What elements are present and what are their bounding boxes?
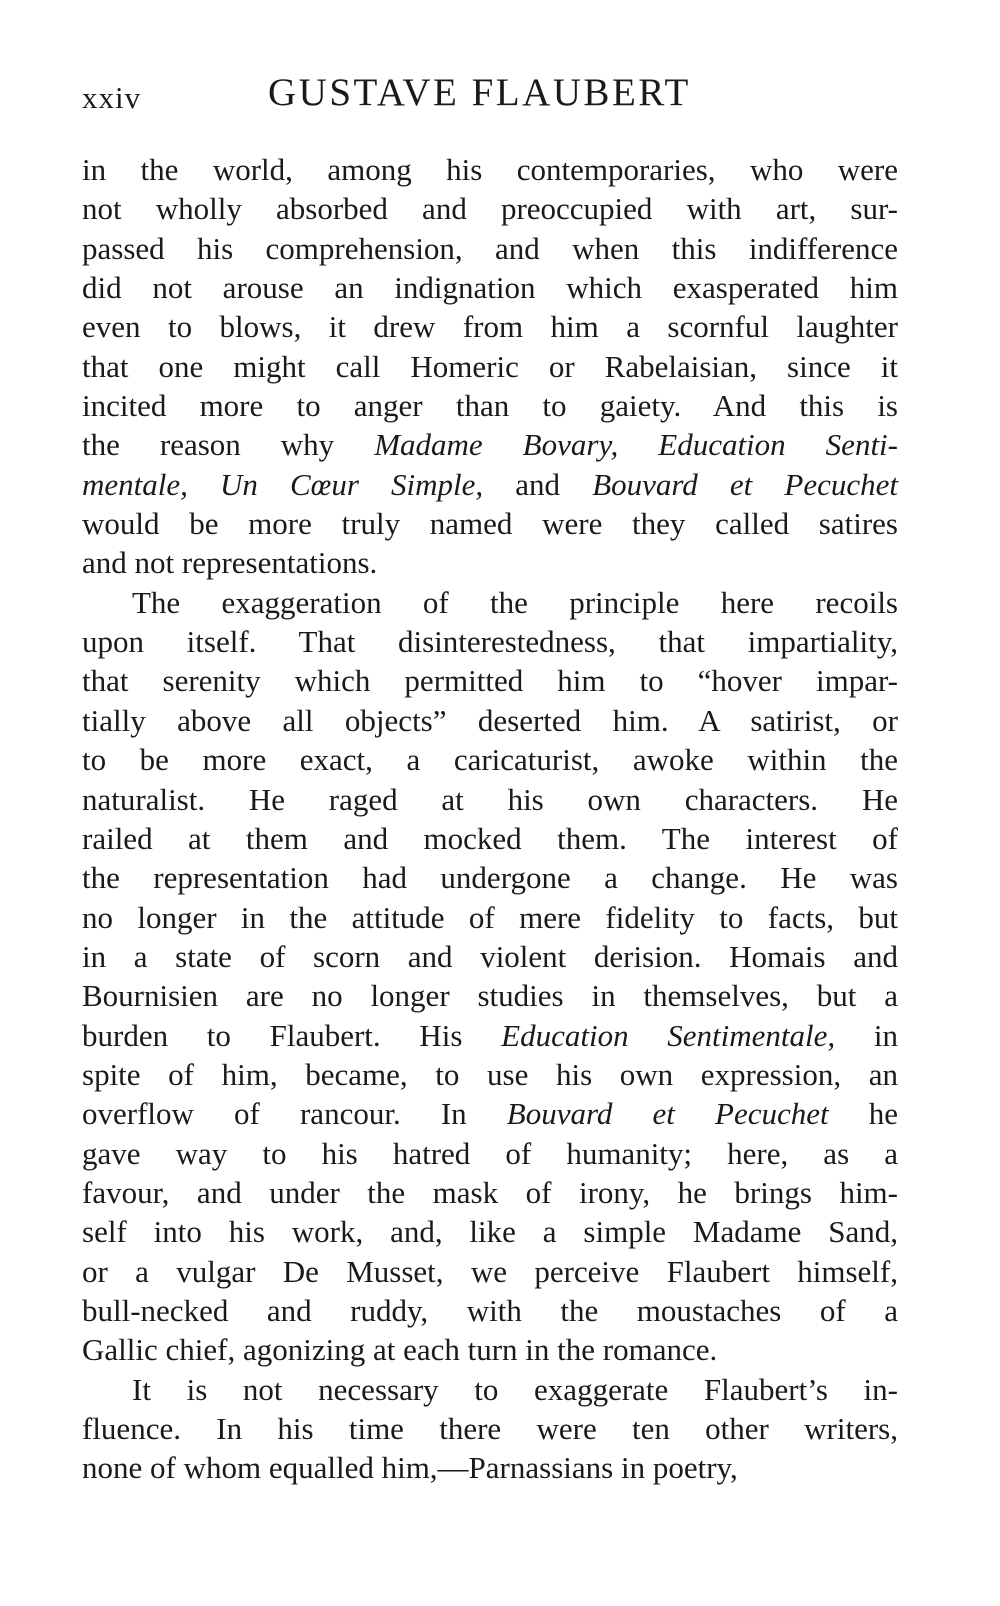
text-line xyxy=(82,976,898,1015)
text-line xyxy=(82,465,898,504)
italic-title-text: Bouvard et Pecuchet xyxy=(592,466,898,502)
text-line xyxy=(82,1409,898,1448)
italic-title-text: mentale, Un Cœur Simple, xyxy=(82,466,484,502)
text-line xyxy=(82,1370,898,1409)
text-line xyxy=(82,150,898,189)
text-line xyxy=(82,504,898,543)
text-line xyxy=(82,780,898,819)
text-run: he xyxy=(828,1096,898,1132)
text-line xyxy=(82,1448,898,1487)
text-line xyxy=(82,1291,898,1330)
text-run: none of whom equalled him,—Parnassians in poetry, xyxy=(82,1450,738,1486)
text-line xyxy=(82,701,898,740)
running-header xyxy=(82,70,922,120)
text-run: bull-necked and ruddy, with the moustaches of a xyxy=(82,1292,898,1328)
text-run: The exaggeration of the principle here recoils xyxy=(132,584,898,620)
text-run: self into his work, and, like a simple Madame Sand, xyxy=(82,1214,898,1250)
running-title: GUSTAVE FLAUBERT xyxy=(268,71,691,114)
italic-title-text: Madame Bovary, Education Senti- xyxy=(374,427,898,463)
italic-title-text: Education Sentimentale, xyxy=(501,1017,836,1053)
text-run: spite of him, became, to use his own expression, an xyxy=(82,1056,898,1092)
text-run: It is not necessary to exaggerate Flaubert’s in- xyxy=(132,1371,898,1407)
text-run: that one might call Homeric or Rabelaisian, since it xyxy=(82,348,898,384)
text-line xyxy=(82,386,898,425)
text-run: burden to Flaubert. His xyxy=(82,1017,502,1053)
text-line xyxy=(82,819,898,858)
text-run: incited more to anger than to gaiety. And this is xyxy=(82,388,898,424)
text-line xyxy=(82,425,898,464)
text-run: gave way to his hatred of humanity; here, as a xyxy=(82,1135,898,1171)
text-run: the reason why xyxy=(82,427,375,463)
text-run: upon itself. That disinterestedness, that impartiality, xyxy=(82,624,898,660)
text-line xyxy=(82,740,898,779)
text-line xyxy=(82,347,898,386)
text-run: in a state of scorn and violent derision. Homais and xyxy=(82,938,898,974)
text-run: tially above all objects” deserted him. A satirist, or xyxy=(82,702,898,738)
text-line xyxy=(82,1173,898,1212)
italic-title-text: Bouvard et Pecuchet xyxy=(506,1096,829,1132)
text-run: and xyxy=(483,466,593,502)
body-text xyxy=(82,150,898,1488)
text-line xyxy=(82,543,898,582)
page-number: xxiv xyxy=(82,80,142,115)
text-run: not wholly absorbed and preoccupied with art, sur- xyxy=(82,191,898,227)
text-line xyxy=(82,661,898,700)
text-line xyxy=(82,1016,898,1055)
text-run: and not representations. xyxy=(82,545,378,581)
text-line xyxy=(82,1134,898,1173)
text-run: Bournisien are no longer studies in themselves, but a xyxy=(82,978,898,1014)
text-run: naturalist. He raged at his own characters. He xyxy=(82,781,898,817)
text-line xyxy=(82,189,898,228)
text-line xyxy=(82,268,898,307)
text-line xyxy=(82,1055,898,1094)
text-line xyxy=(82,1212,898,1251)
text-line xyxy=(82,1094,898,1133)
text-run: Gallic chief, agonizing at each turn in the romance. xyxy=(82,1332,718,1368)
text-run: even to blows, it drew from him a scornful laughter xyxy=(82,309,898,345)
text-run: in xyxy=(835,1017,898,1053)
text-line xyxy=(82,583,898,622)
text-line xyxy=(82,229,898,268)
text-run: overflow of rancour. In xyxy=(82,1096,507,1132)
paragraph xyxy=(82,583,898,1370)
text-run: that serenity which permitted him to “hover impar- xyxy=(82,663,898,699)
text-run: would be more truly named were they called satires xyxy=(82,506,898,542)
text-run: no longer in the attitude of mere fidelity to facts, but xyxy=(82,899,898,935)
text-line xyxy=(82,1330,898,1369)
text-line xyxy=(82,858,898,897)
text-run: did not arouse an indignation which exasperated him xyxy=(82,270,898,306)
text-run: to be more exact, a caricaturist, awoke within the xyxy=(82,742,898,778)
text-line xyxy=(82,898,898,937)
text-run: railed at them and mocked them. The interest of xyxy=(82,820,898,856)
text-run: passed his comprehension, and when this indifference xyxy=(82,230,898,266)
text-line xyxy=(82,937,898,976)
text-run: favour, and under the mask of irony, he brings him- xyxy=(82,1174,898,1210)
paragraph xyxy=(82,1370,898,1488)
paragraph xyxy=(82,150,898,583)
text-line xyxy=(82,622,898,661)
text-run: the representation had undergone a change. He was xyxy=(82,860,898,896)
text-line xyxy=(82,307,898,346)
text-line xyxy=(82,1252,898,1291)
text-run: fluence. In his time there were ten other writers, xyxy=(82,1411,898,1446)
text-run: or a vulgar De Musset, we perceive Flaubert himself, xyxy=(82,1253,898,1289)
text-run: in the world, among his contemporaries, who were xyxy=(82,152,898,187)
